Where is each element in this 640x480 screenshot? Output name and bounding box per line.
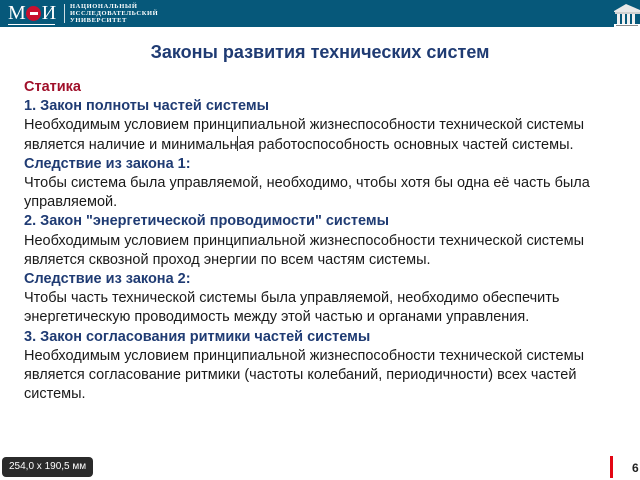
slide-title: Законы развития технических систем xyxy=(150,42,490,62)
law-2-text-line-2: является сквозной проход энергии по всем частям системы. xyxy=(24,251,431,268)
law-2-text-line-1: Необходимым условием принципиальной жизнеспособности технической системы xyxy=(24,232,584,249)
law-3-heading: 3. Закон согласования ритмики частей системы xyxy=(24,328,371,345)
law-3-text-line-3: системы. xyxy=(24,386,86,403)
law-1-text-line-2 xyxy=(24,136,624,155)
corollary-2-heading: Следствие из закона 2: xyxy=(24,271,191,288)
university-name xyxy=(70,3,158,24)
slide-body xyxy=(24,78,624,404)
mei-logo xyxy=(8,2,55,25)
logo-e-circle-icon xyxy=(26,6,41,21)
law-1-text-part-a: является наличие и минимальн xyxy=(24,136,238,153)
corollary-2-line-2: энергетическую проводимость между этой частью и органами управления. xyxy=(24,309,530,326)
page-number: 6 xyxy=(632,461,639,475)
section-heading: Статика xyxy=(24,79,81,95)
page-number-accent-bar xyxy=(610,456,613,478)
law-1-text-part-b: ая работоспособность основных частей системы. xyxy=(238,136,574,153)
slide-size-tooltip: 254,0 x 190,5 мм xyxy=(2,457,93,477)
corollary-1-line-1: Чтобы система была управляемой, необходимо, чтобы хотя бы одна её часть была xyxy=(24,175,590,192)
university-building-icon xyxy=(612,2,640,28)
logo-divider xyxy=(64,4,65,23)
slide-header-bar xyxy=(0,0,640,27)
law-1-text-line-1: Необходимым условием принципиальной жизнеспособности технической системы xyxy=(24,117,584,134)
corollary-2-line-1: Чтобы часть технической системы была управляемой, необходимо обеспечить xyxy=(24,290,560,307)
law-1-heading: 1. Закон полноты частей системы xyxy=(24,98,269,115)
corollary-1-line-2: управляемой. xyxy=(24,194,118,211)
logo-letter-m: М xyxy=(8,2,25,24)
law-2-heading: 2. Закон "энергетической проводимости" системы xyxy=(24,213,389,230)
logo-letter-i: И xyxy=(41,2,56,24)
logo-line-1: НАЦИОНАЛЬНЫЙ xyxy=(70,3,138,10)
law-3-text-line-1: Необходимым условием принципиальной жизнеспособности технической системы xyxy=(24,347,584,364)
logo-line-2: ИССЛЕДОВАТЕЛЬСКИЙ xyxy=(70,10,159,17)
corollary-1-heading: Следствие из закона 1: xyxy=(24,155,191,172)
logo-line-3: УНИВЕРСИТЕТ xyxy=(70,17,127,24)
law-3-text-line-2: является согласование ритмики (частоты колебаний, периодичности) всех частей xyxy=(24,367,577,384)
